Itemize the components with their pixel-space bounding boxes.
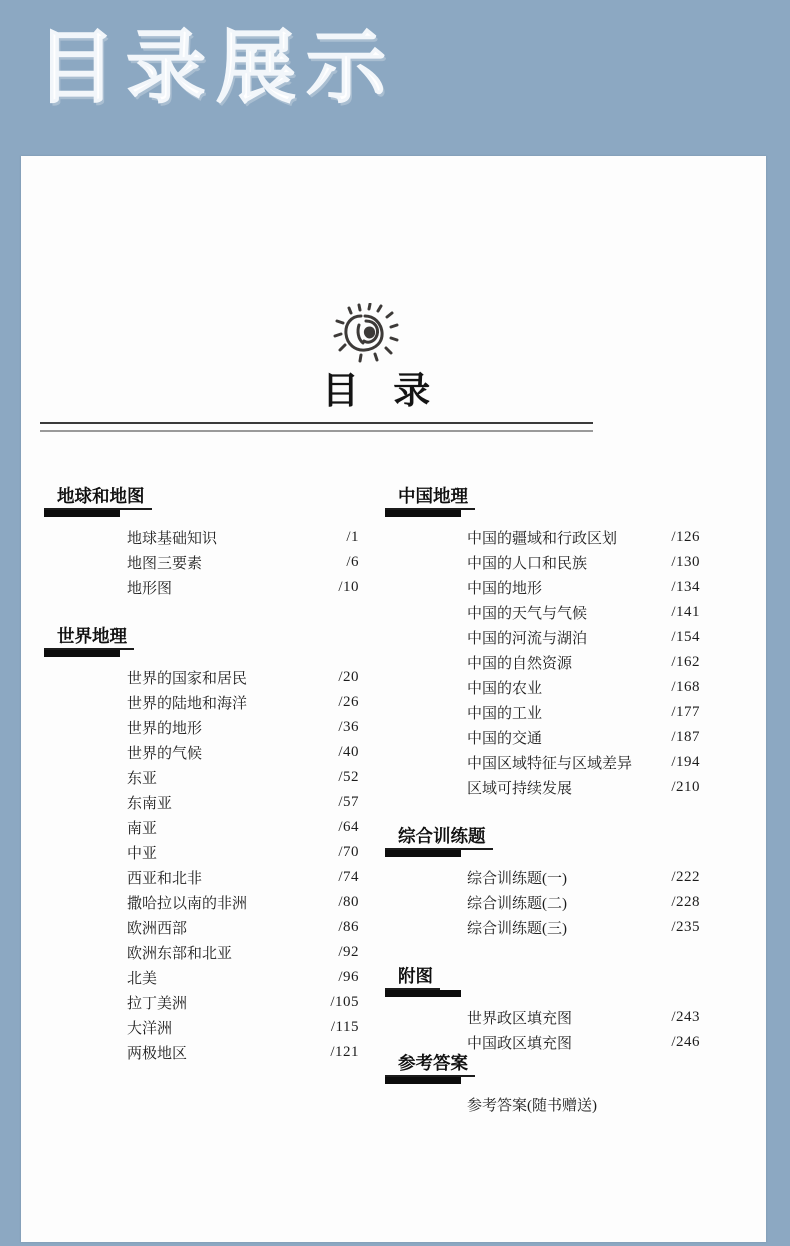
toc-item <box>127 865 359 890</box>
section-item-list <box>127 525 359 600</box>
section-header-bar <box>385 850 461 857</box>
toc-item <box>127 990 359 1015</box>
toc-item <box>467 700 700 725</box>
section-header: 附图 <box>385 966 440 990</box>
toc-item <box>467 625 700 650</box>
toc-item-title: 中国的人口和民族 <box>467 556 588 572</box>
toc-item <box>127 525 359 550</box>
toc-item-page-number: /6 <box>346 554 359 570</box>
toc-item <box>127 965 359 990</box>
toc-item <box>127 1015 359 1040</box>
toc-item-page-number: /222 <box>671 869 700 885</box>
toc-item <box>127 815 359 840</box>
toc-column-right <box>385 486 703 1117</box>
toc-item <box>467 1005 700 1030</box>
toc-item <box>127 790 359 815</box>
toc-item <box>127 715 359 740</box>
section-item-list <box>467 865 700 940</box>
toc-item <box>467 915 700 940</box>
section-item-list <box>127 665 359 1065</box>
toc-item-title: 世界的地形 <box>127 721 203 737</box>
section-item-list <box>467 1092 700 1117</box>
toc-item-page-number: /168 <box>671 679 700 695</box>
toc-item-title: 综合训练题(三) <box>467 921 567 937</box>
section-item-list <box>467 1005 700 1055</box>
toc-item <box>127 665 359 690</box>
toc-item-page-number: /235 <box>671 919 700 935</box>
toc-item <box>467 890 700 915</box>
toc-item <box>467 600 700 625</box>
toc-item-page-number: /210 <box>671 779 700 795</box>
toc-item-title: 拉丁美洲 <box>127 996 188 1012</box>
toc-item-page-number: /20 <box>338 669 359 685</box>
toc-item-page-number: /130 <box>671 554 700 570</box>
section-header: 世界地理 <box>44 626 134 650</box>
toc-item-title: 世界的气候 <box>127 746 203 762</box>
toc-item <box>467 725 700 750</box>
toc-item-page-number: /70 <box>338 844 359 860</box>
toc-item <box>467 750 700 775</box>
toc-item-title: 中国的农业 <box>467 681 543 697</box>
toc-item-title: 撒哈拉以南的非洲 <box>127 896 248 912</box>
toc-page <box>21 156 766 1242</box>
toc-item <box>127 1040 359 1065</box>
toc-item-title: 世界的国家和居民 <box>127 671 248 687</box>
toc-item-title: 地图三要素 <box>127 556 203 572</box>
toc-item-page-number: /134 <box>671 579 700 595</box>
toc-item-title: 中国的自然资源 <box>467 656 573 672</box>
toc-item-title: 欧洲西部 <box>127 921 188 937</box>
toc-item-page-number: /141 <box>671 604 700 620</box>
toc-item-page-number: /121 <box>330 1044 359 1060</box>
toc-section <box>385 966 703 1055</box>
toc-item-page-number: /1 <box>346 529 359 545</box>
toc-item <box>467 525 700 550</box>
toc-item-page-number: /96 <box>338 969 359 985</box>
toc-item <box>467 1030 700 1055</box>
toc-item-title: 东南亚 <box>127 796 173 812</box>
toc-item-title: 北美 <box>127 971 158 987</box>
toc-item-page-number: /74 <box>338 869 359 885</box>
toc-item-page-number: /126 <box>671 529 700 545</box>
toc-item <box>127 740 359 765</box>
toc-item-page-number: /64 <box>338 819 359 835</box>
toc-item <box>127 575 359 600</box>
toc-item-page-number: /57 <box>338 794 359 810</box>
toc-item-title: 综合训练题(一) <box>467 871 567 887</box>
toc-item-title: 世界政区填充图 <box>467 1011 573 1027</box>
toc-item-title: 欧洲东部和北亚 <box>127 946 233 962</box>
toc-item-page-number: /105 <box>330 994 359 1010</box>
toc-item-title: 大洋洲 <box>127 1021 173 1037</box>
toc-item-title: 中国的工业 <box>467 706 543 722</box>
section-header: 地球和地图 <box>44 486 152 510</box>
toc-item-page-number: /194 <box>671 754 700 770</box>
toc-item-title: 地球基础知识 <box>127 531 218 547</box>
toc-item-title: 中国的河流与湖泊 <box>467 631 588 647</box>
toc-item-title: 世界的陆地和海洋 <box>127 696 248 712</box>
toc-item-page-number: /92 <box>338 944 359 960</box>
toc-item-title: 区域可持续发展 <box>467 781 573 797</box>
section-header-bar <box>385 510 461 517</box>
toc-item-title: 两极地区 <box>127 1046 188 1062</box>
toc-item <box>127 550 359 575</box>
toc-item-title: 南亚 <box>127 821 158 837</box>
toc-item-page-number: /26 <box>338 694 359 710</box>
toc-item <box>127 765 359 790</box>
toc-item-page-number: /228 <box>671 894 700 910</box>
toc-item-page-number: /162 <box>671 654 700 670</box>
toc-item <box>467 650 700 675</box>
sun-doodle-icon <box>331 303 405 363</box>
toc-item-title: 中国政区填充图 <box>467 1036 573 1052</box>
toc-item-page-number: /36 <box>338 719 359 735</box>
section-header-bar <box>385 1077 461 1084</box>
toc-item <box>467 675 700 700</box>
toc-section <box>44 486 362 600</box>
toc-item-title: 中国的地形 <box>467 581 543 597</box>
toc-item-page-number: /154 <box>671 629 700 645</box>
toc-title-divider <box>40 422 593 432</box>
toc-section <box>44 626 362 1065</box>
toc-item-title: 东亚 <box>127 771 158 787</box>
toc-item <box>467 575 700 600</box>
section-header: 中国地理 <box>385 486 475 510</box>
toc-item-title: 中国的交通 <box>467 731 543 747</box>
toc-item-page-number: /40 <box>338 744 359 760</box>
toc-item-title: 西亚和北非 <box>127 871 203 887</box>
toc-item-page-number: /243 <box>671 1009 700 1025</box>
toc-item-page-number: /86 <box>338 919 359 935</box>
toc-item-title: 中亚 <box>127 846 158 862</box>
toc-section <box>385 486 703 800</box>
toc-column-left <box>44 486 362 1065</box>
toc-item-title: 中国的天气与气候 <box>467 606 588 622</box>
toc-item <box>467 1092 700 1117</box>
section-header: 参考答案 <box>385 1053 475 1077</box>
toc-item-title: 综合训练题(二) <box>467 896 567 912</box>
toc-item <box>467 550 700 575</box>
toc-item <box>467 865 700 890</box>
toc-title: 目 录 <box>322 370 443 411</box>
section-header-bar <box>44 650 120 657</box>
toc-item-page-number: /10 <box>338 579 359 595</box>
section-header: 综合训练题 <box>385 826 493 850</box>
toc-item-title: 中国的疆域和行政区划 <box>467 531 618 547</box>
toc-item <box>127 915 359 940</box>
section-item-list <box>467 525 700 800</box>
toc-item <box>467 775 700 800</box>
toc-item <box>127 890 359 915</box>
toc-item-page-number: /80 <box>338 894 359 910</box>
toc-item <box>127 840 359 865</box>
banner-title: 目录展示 <box>36 23 396 112</box>
toc-section <box>385 826 703 940</box>
section-header-bar <box>44 510 120 517</box>
toc-item-page-number: /177 <box>671 704 700 720</box>
toc-item-title: 地形图 <box>127 581 173 597</box>
section-header-bar <box>385 990 461 997</box>
toc-item-title: 参考答案(随书赠送) <box>467 1098 597 1114</box>
toc-item-page-number: /246 <box>671 1034 700 1050</box>
toc-item <box>127 940 359 965</box>
toc-item-page-number: /187 <box>671 729 700 745</box>
toc-item-page-number: /115 <box>330 1019 359 1035</box>
toc-item-title: 中国区域特征与区域差异 <box>467 756 633 772</box>
toc-item <box>127 690 359 715</box>
toc-section <box>385 1053 703 1117</box>
toc-item-page-number: /52 <box>338 769 359 785</box>
